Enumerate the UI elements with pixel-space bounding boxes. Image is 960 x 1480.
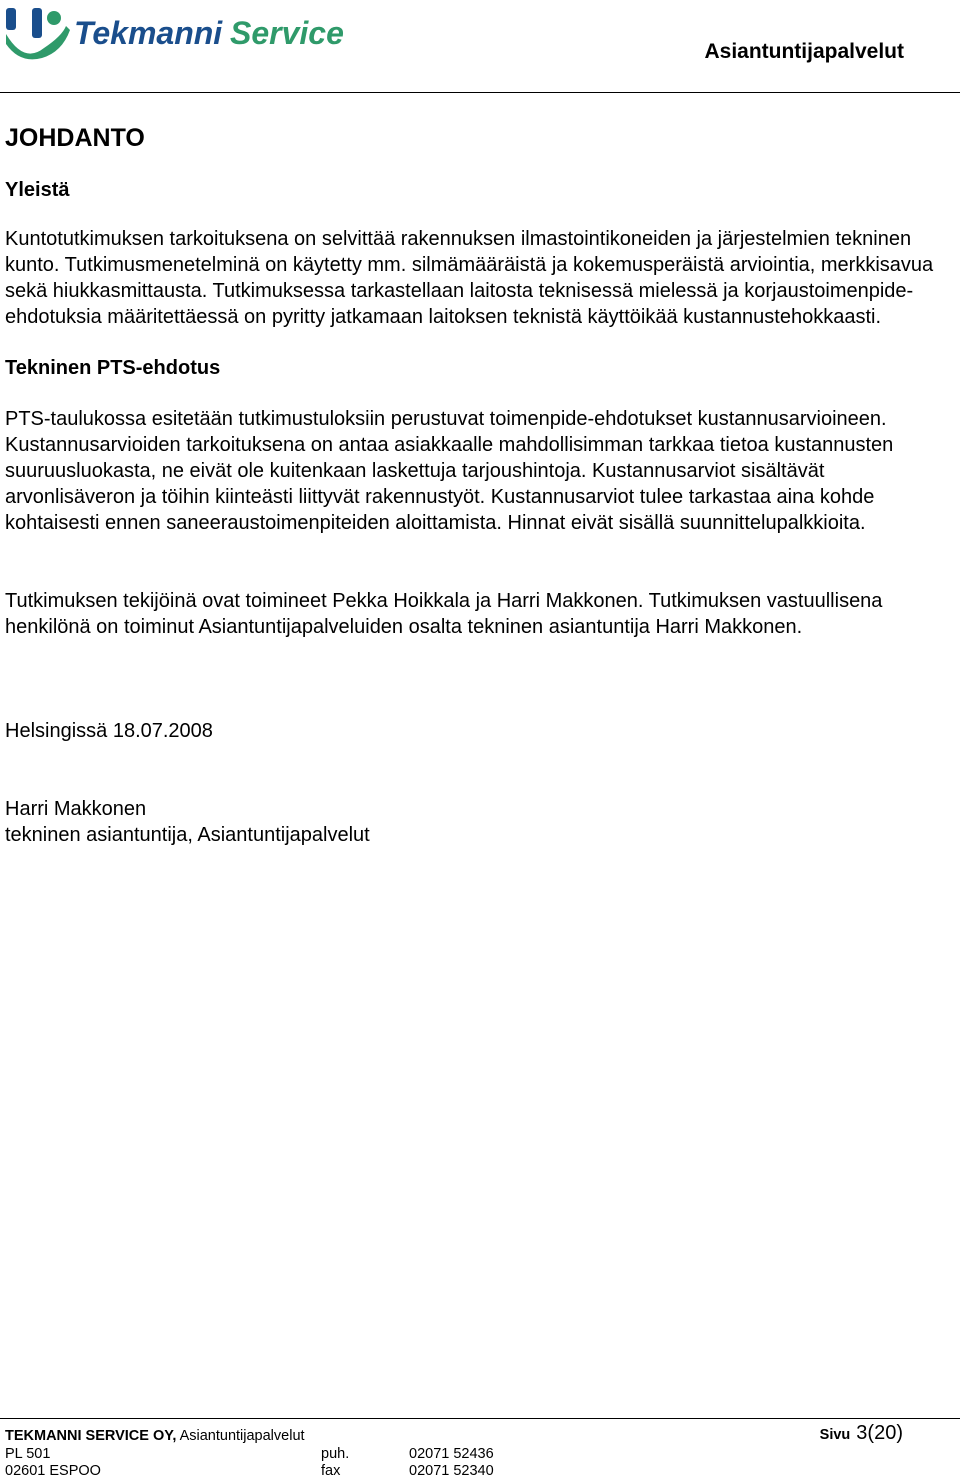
department-title: Asiantuntijapalvelut xyxy=(704,40,904,63)
paragraph-pts: PTS-taulukossa esitetään tutkimustuloksiin perustuvat toimenpide-ehdotukset kustannusarvioineen. Kustannusarvioiden tarkoituksena on antaa asiakkaalle mahdollisimman tarkkaa tietoa kustannusten suuruusluokasta, ne eivät ole kuitenkaan laskettuja tarjoushintoja. Kustannusarviot sisältävät arvonlisäveron ja töihin kiinteästi liittyvät rakennustyöt. Kustannusarviot tulee tarkastaa aina kohde kohtaisesti ennen saneeraustoimenpiteiden aloittamista. Hinnat eivät sisällä suunnittelupalkkioita. xyxy=(5,408,894,534)
footer-department: Asiantuntijapalvelut xyxy=(179,1428,305,1444)
signature-name: Harri Makkonen xyxy=(5,798,147,820)
document-body xyxy=(5,120,953,848)
footer-fax: 02071 52340 xyxy=(409,1463,494,1479)
paragraph-general: Kuntotutkimuksen tarkoituksena on selvittää rakennuksen ilmastointikoneiden ja järjestelmien tekninen kunto. Tutkimusmenetelminä on käytetty mm. silmämääräistä ja kokemusperäistä arviointia, merkkisavua sekä hiukkasmittausta. Tutkimuksessa tarkastellaan laitosta teknisessä mielessä ja korjaustoimenpide-ehdotuksia määritettäessä on pyritty jatkamaan laitoksen teknistä käyttöikää kustannustehokkaasti. xyxy=(5,228,934,328)
section-heading-pts: Tekninen PTS-ehdotus xyxy=(5,357,221,379)
page-number xyxy=(820,1422,903,1445)
footer-phone: 02071 52436 xyxy=(409,1446,494,1462)
page-value: 3(20) xyxy=(856,1422,903,1444)
signature-role: tekninen asiantuntija, Asiantuntijapalvelut xyxy=(5,824,370,846)
page-title: JOHDANTO xyxy=(5,124,145,152)
header-divider xyxy=(0,92,960,93)
place-date: Helsingissä 18.07.2008 xyxy=(5,720,213,742)
paragraph-authors: Tutkimuksen tekijöinä ovat toimineet Pekka Hoikkala ja Harri Makkonen. Tutkimuksen vastuullisena henkilönä on toiminut Asiantuntijapalveluiden osalta tekninen asiantuntija Harri Makkonen. xyxy=(5,590,883,638)
svg-text:Service: Service xyxy=(230,15,344,51)
section-heading-general: Yleistä xyxy=(5,179,70,201)
footer-address-line2: 02601 ESPOO xyxy=(5,1463,101,1479)
svg-text:Tekmanni: Tekmanni xyxy=(74,15,223,51)
company-logo xyxy=(4,4,344,64)
footer-fax-label: fax xyxy=(321,1463,341,1479)
footer-phone-label: puh. xyxy=(321,1446,350,1462)
footer-address-line1: PL 501 xyxy=(5,1446,51,1462)
footer-divider xyxy=(0,1418,960,1419)
footer-company: TEKMANNI SERVICE OY, xyxy=(5,1428,177,1444)
page-label: Sivu xyxy=(819,1427,851,1443)
